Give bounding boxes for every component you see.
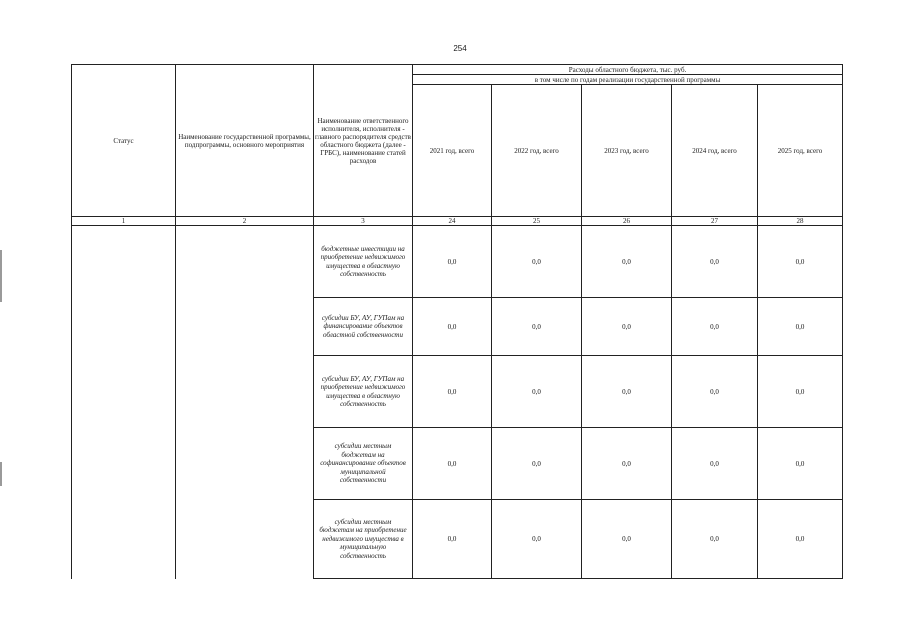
- value-2024: 0,0: [672, 428, 758, 500]
- column-number: 1: [72, 217, 176, 226]
- value-2022: 0,0: [492, 356, 582, 428]
- value-2022: 0,0: [492, 428, 582, 500]
- value-2023: 0,0: [582, 298, 672, 356]
- value-2025: 0,0: [758, 500, 843, 579]
- expense-item: субсидии местным бюджетам на софинансирование объектов муниципальной собственности: [314, 428, 413, 500]
- header-year-2023: 2023 год, всего: [582, 85, 672, 217]
- value-2023: 0,0: [582, 356, 672, 428]
- column-number: 27: [672, 217, 758, 226]
- scan-edge-mark: [0, 250, 2, 302]
- page-number: 254: [453, 44, 467, 53]
- value-2025: 0,0: [758, 298, 843, 356]
- header-by-years: в том числе по годам реализации государственной программы: [413, 75, 843, 85]
- value-2025: 0,0: [758, 428, 843, 500]
- header-year-2022: 2022 год, всего: [492, 85, 582, 217]
- column-number-row: [72, 217, 843, 226]
- value-2021: 0,0: [413, 298, 492, 356]
- value-2024: 0,0: [672, 356, 758, 428]
- value-2025: 0,0: [758, 356, 843, 428]
- value-2025: 0,0: [758, 226, 843, 298]
- value-2022: 0,0: [492, 500, 582, 579]
- header-executor: Наименование ответственного исполнителя, исполнителя - главного распорядителя средств областного бюджета (далее - ГРБС), наименование статей расходов: [314, 65, 413, 217]
- value-2021: 0,0: [413, 226, 492, 298]
- header-status: Статус: [72, 65, 176, 217]
- value-2024: 0,0: [672, 298, 758, 356]
- budget-table: [71, 64, 843, 579]
- column-number: 25: [492, 217, 582, 226]
- value-2021: 0,0: [413, 500, 492, 579]
- program-name-cell: [176, 226, 314, 579]
- value-2024: 0,0: [672, 500, 758, 579]
- expense-item: субсидии местным бюджетам на приобретение недвижимого имущества в муниципальную собственность: [314, 500, 413, 579]
- header-expenses: Расходы областного бюджета, тыс. руб.: [413, 65, 843, 75]
- value-2023: 0,0: [582, 226, 672, 298]
- value-2022: 0,0: [492, 298, 582, 356]
- scan-edge-mark: [0, 462, 2, 486]
- value-2022: 0,0: [492, 226, 582, 298]
- value-2023: 0,0: [582, 500, 672, 579]
- column-number: 3: [314, 217, 413, 226]
- header-year-2021: 2021 год, всего: [413, 85, 492, 217]
- column-number: 28: [758, 217, 843, 226]
- value-2021: 0,0: [413, 356, 492, 428]
- column-number: 24: [413, 217, 492, 226]
- header-program-name: Наименование государственной программы, подпрограммы, основного мероприятия: [176, 65, 314, 217]
- column-number: 2: [176, 217, 314, 226]
- expense-item: бюджетные инвестиции на приобретение недвижимого имущества в областную собственность: [314, 226, 413, 298]
- column-number: 26: [582, 217, 672, 226]
- status-cell: [72, 226, 176, 579]
- header-year-2024: 2024 год, всего: [672, 85, 758, 217]
- value-2021: 0,0: [413, 428, 492, 500]
- header-year-2025: 2025 год, всего: [758, 85, 843, 217]
- value-2024: 0,0: [672, 226, 758, 298]
- table-row: [72, 226, 843, 298]
- value-2023: 0,0: [582, 428, 672, 500]
- expense-item: субсидии БУ, АУ, ГУПам на приобретение недвижимого имущества в областную собственность: [314, 356, 413, 428]
- expense-item: субсидии БУ, АУ, ГУПам на финансирование объектов областной собственности: [314, 298, 413, 356]
